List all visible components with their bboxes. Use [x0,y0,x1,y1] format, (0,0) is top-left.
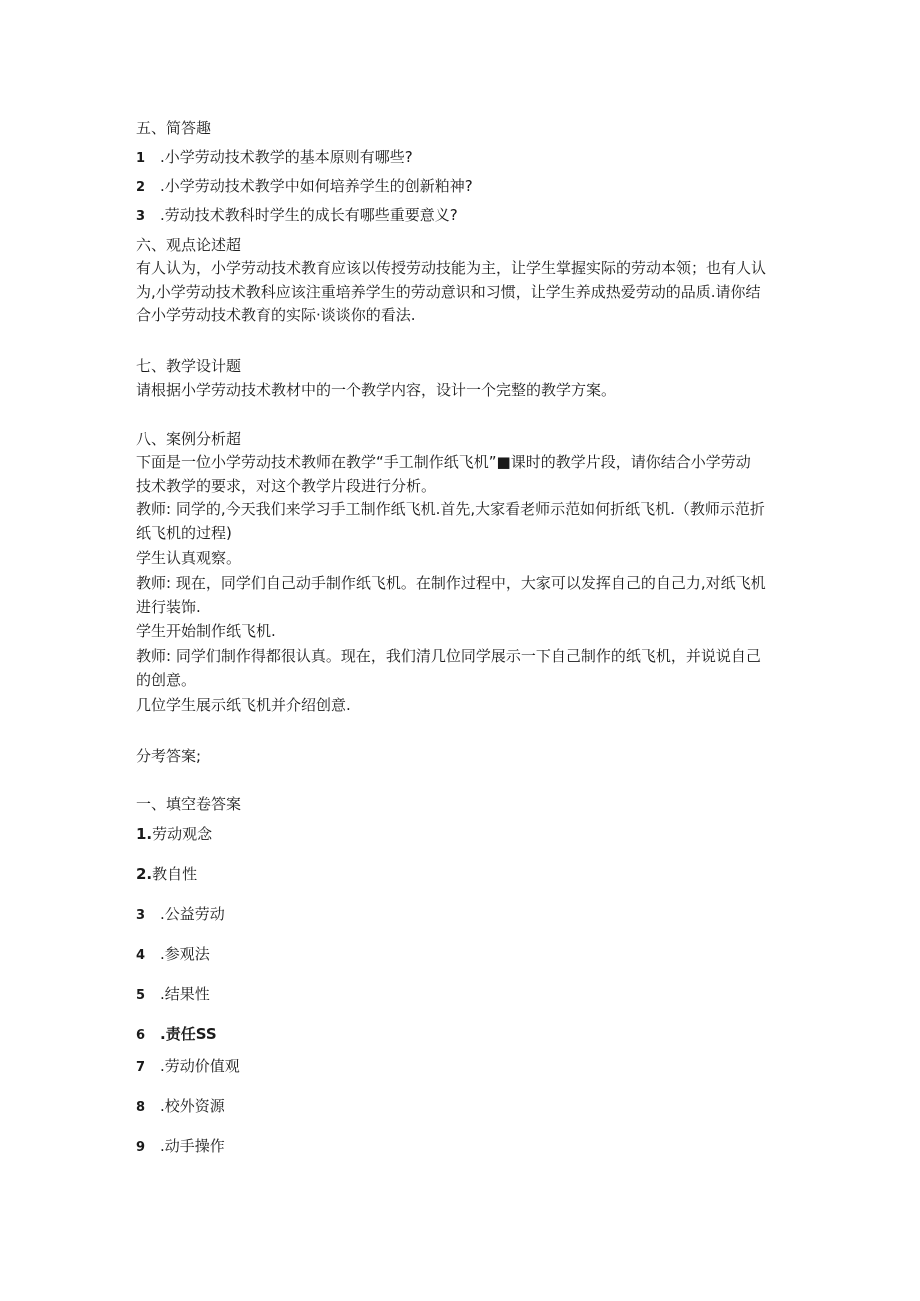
answer-text: .校外资源 [160,1097,225,1115]
paragraph-line: 纸飞机的过程) [136,523,232,542]
answer-number: 3 [136,908,146,923]
answer-item [136,1094,225,1120]
answer-text: .公益劳动 [160,905,225,923]
paragraph-line: 进行装饰. [136,597,201,616]
answer-number: 6 [136,1028,146,1043]
question-text: .小学劳动技术教学中如何培养学生的创新粕神? [160,177,473,195]
answer-item [136,862,197,886]
answer-number: 9 [136,1140,146,1155]
paragraph-line: 的创意。 [136,670,197,689]
answer-number: 2. [136,865,153,883]
answer-text: 教自性 [152,865,198,883]
paragraph-line: 为,小学劳动技术教科应该注重培养学生的劳动意识和习惯，让学生养成热爱劳动的品质.请你结 [136,282,761,301]
question-number: 1 [136,151,146,166]
answer-number: 1. [136,825,153,843]
answer-text: .参观法 [160,945,210,963]
answers-section-heading: 一、填空卷答案 [136,795,242,813]
answer-number: 5 [136,988,146,1003]
section6-heading: 六、观点论述超 [136,236,242,254]
question-item [136,203,458,229]
question-text: .小学劳动技术教学的基本原则有哪些? [160,148,413,166]
teacher-dialog [136,572,786,619]
question-text: .劳动技术教科时学生的成长有哪些重要意义? [160,206,458,224]
paragraph-line: 技术教学的要求，对这个教学片段进行分析。 [136,476,437,495]
answer-number: 4 [136,948,146,963]
answer-text: .责任SS [160,1025,217,1043]
section8-intro [136,451,786,498]
student-action: 学生认真观察。 [136,549,242,567]
answer-item [136,1054,240,1080]
paragraph-line: 教师: 现在，同学们自己动手制作纸飞机。在制作过程中，大家可以发挥自己的自己力,对纸飞机 [136,574,766,592]
paragraph-line: 合小学劳动技术教育的实际·谈谈你的看法. [136,306,416,324]
section5-heading: 五、简答趣 [136,119,212,137]
answer-number: 7 [136,1060,146,1075]
answer-item [136,1022,217,1048]
question-item [136,145,413,171]
answer-item [136,982,210,1008]
paragraph-line: 教师: 同学们制作得都很认真。现在，我们清几位同学展示一下自己制作的纸飞机，并说说自己 [136,647,761,665]
answer-text: 劳动观念 [152,825,213,843]
student-action: 学生开始制作纸飞机. [136,622,276,640]
teacher-dialog [136,498,786,545]
section7-text: 请根据小学劳动技术教材中的一个教学内容，设计一个完整的教学方案。 [136,381,617,399]
answer-number: 8 [136,1100,146,1115]
answer-item [136,942,210,968]
paragraph-line: 下面是一位小学劳动技术教师在教学“手工制作纸飞机”■课时的教学片段，请你结合小学劳动 [136,453,751,471]
answer-item [136,902,225,928]
section6-paragraph [136,257,786,328]
answers-title: 分考答案; [136,747,202,765]
answer-text: .动手操作 [160,1137,225,1155]
question-number: 3 [136,209,146,224]
student-action: 几位学生展示纸飞机并介绍创意. [136,696,351,714]
question-item [136,174,473,200]
section8-heading: 八、案例分析超 [136,430,242,448]
answer-text: .劳动价值观 [160,1057,240,1075]
answer-item [136,1134,225,1160]
paragraph-line: 有人认为，小学劳动技术教育应该以传授劳动技能为主，让学生掌握实际的劳动本领；也有人认 [136,259,767,277]
paragraph-line: 教师: 同学的,今天我们来学习手工制作纸飞机.首先,大家看老师示范如何折纸飞机.（教师示范折 [136,500,765,518]
answer-item [136,822,212,846]
answer-text: .结果性 [160,985,210,1003]
section7-heading: 七、教学设计题 [136,357,242,375]
teacher-dialog [136,645,786,692]
question-number: 2 [136,180,146,195]
